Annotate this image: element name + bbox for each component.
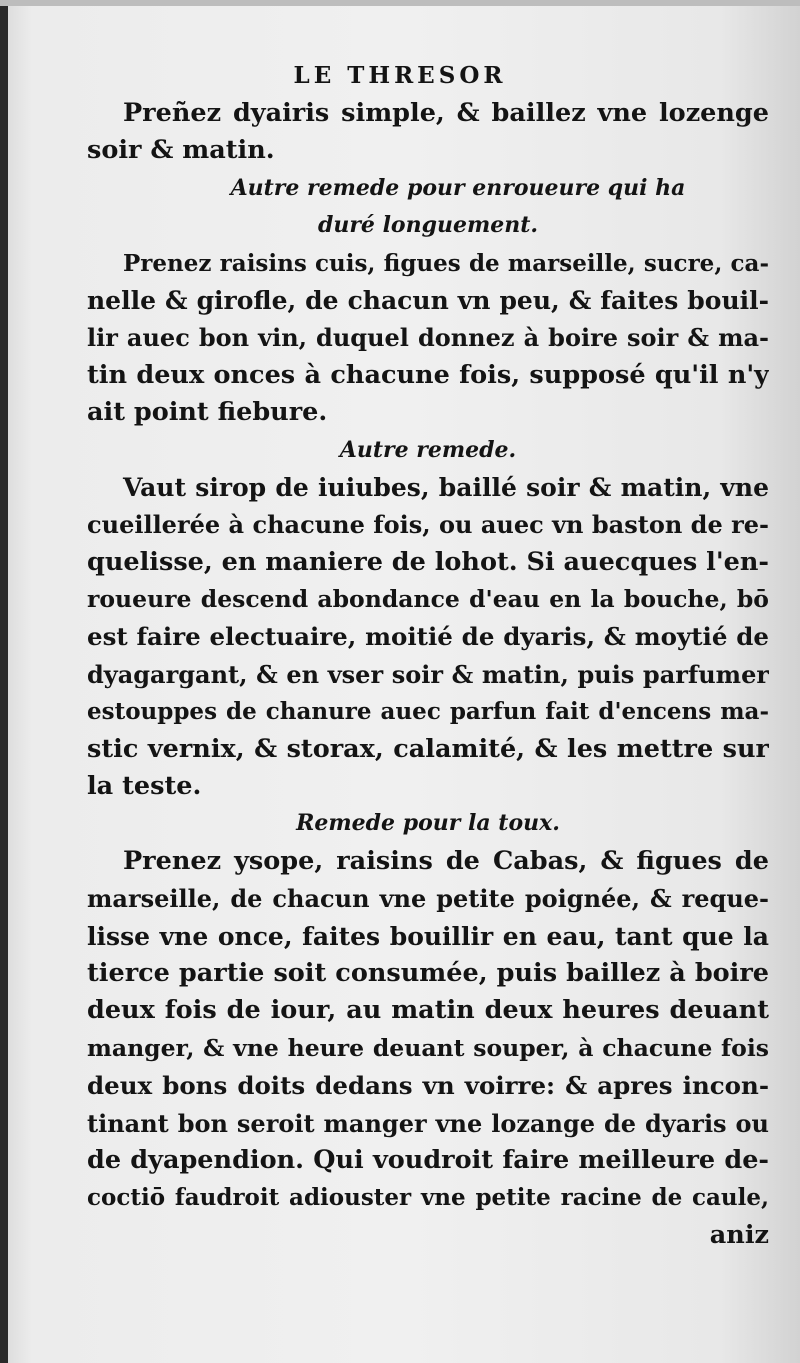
text-line: Prenez ysope, raisins de Cabas, & figues de: [123, 845, 769, 876]
text-line: marseille, de chacun vne petite poignée, & reque-: [87, 884, 769, 914]
text-line: Preñez dyairis simple, & baillez vne lozenge: [123, 98, 769, 128]
text-line: estouppes de chanure auec parfun fait d'encens ma-: [87, 698, 769, 726]
text-line: de dyapendion. Qui voudroit faire meilleure de-: [87, 1144, 769, 1175]
section-heading: Autre remede.: [339, 436, 517, 463]
text-line: est faire electuaire, moitié de dyaris, & moytié de: [87, 622, 769, 652]
text-line: tierce partie soit consumée, puis baillez à boire: [87, 957, 769, 988]
text-line: deux bons doits dedans vn voirre: & apres incon-: [87, 1071, 769, 1101]
text-line: dyagargant, & en vser soir & matin, puis parfumer: [87, 659, 769, 689]
page-body-text: [87, 95, 769, 1254]
text-line: tin deux onces à chacune fois, supposé qu'il n'y: [87, 359, 769, 390]
text-line: ait point fiebure.: [87, 397, 328, 428]
text-line: tinant bon seroit manger vne lozange de dyaris ou: [87, 1108, 769, 1138]
catchword: aniz: [709, 1219, 769, 1250]
section-heading: duré longuement.: [317, 212, 539, 239]
text-line: stic vernix, & storax, calamité, & les mettre sur: [87, 733, 769, 764]
text-line: manger, & vne heure deuant souper, à chacune fois: [87, 1033, 769, 1062]
text-line: deux fois de iour, au matin deux heures deuant: [87, 995, 769, 1026]
section-heading: Remede pour la toux.: [296, 810, 560, 837]
text-line: lisse vne once, faites bouillir en eau, tant que la: [87, 921, 769, 951]
text-line: cueillerée à chacune fois, ou auec vn baston de re-: [87, 510, 769, 540]
running-title: LE THRESOR: [293, 62, 507, 89]
text-line: roueure descend abondance d'eau en la bouche, bō: [87, 585, 769, 614]
section-heading: Autre remede pour enroueure qui ha: [230, 174, 686, 201]
text-line: quelisse, en maniere de lohot. Si auecques l'en-: [87, 546, 769, 577]
text-line: coctiō faudroit adiouster vne petite racine de caule,: [87, 1184, 769, 1212]
text-line: la teste.: [87, 771, 202, 802]
text-line: nelle & girofle, de chacun vn peu, & faites bouil-: [87, 285, 769, 315]
text-line: Prenez raisins cuis, figues de marseille, sucre, ca-: [123, 249, 769, 277]
text-line: soir & matin.: [87, 135, 275, 166]
page-gutter-shadow: [0, 0, 8, 1363]
text-line: lir auec bon vin, duquel donnez à boire soir & ma-: [87, 323, 769, 353]
text-line: Vaut sirop de iuiubes, baillé soir & matin, vne: [123, 472, 769, 502]
page-top-edge: [0, 0, 800, 6]
